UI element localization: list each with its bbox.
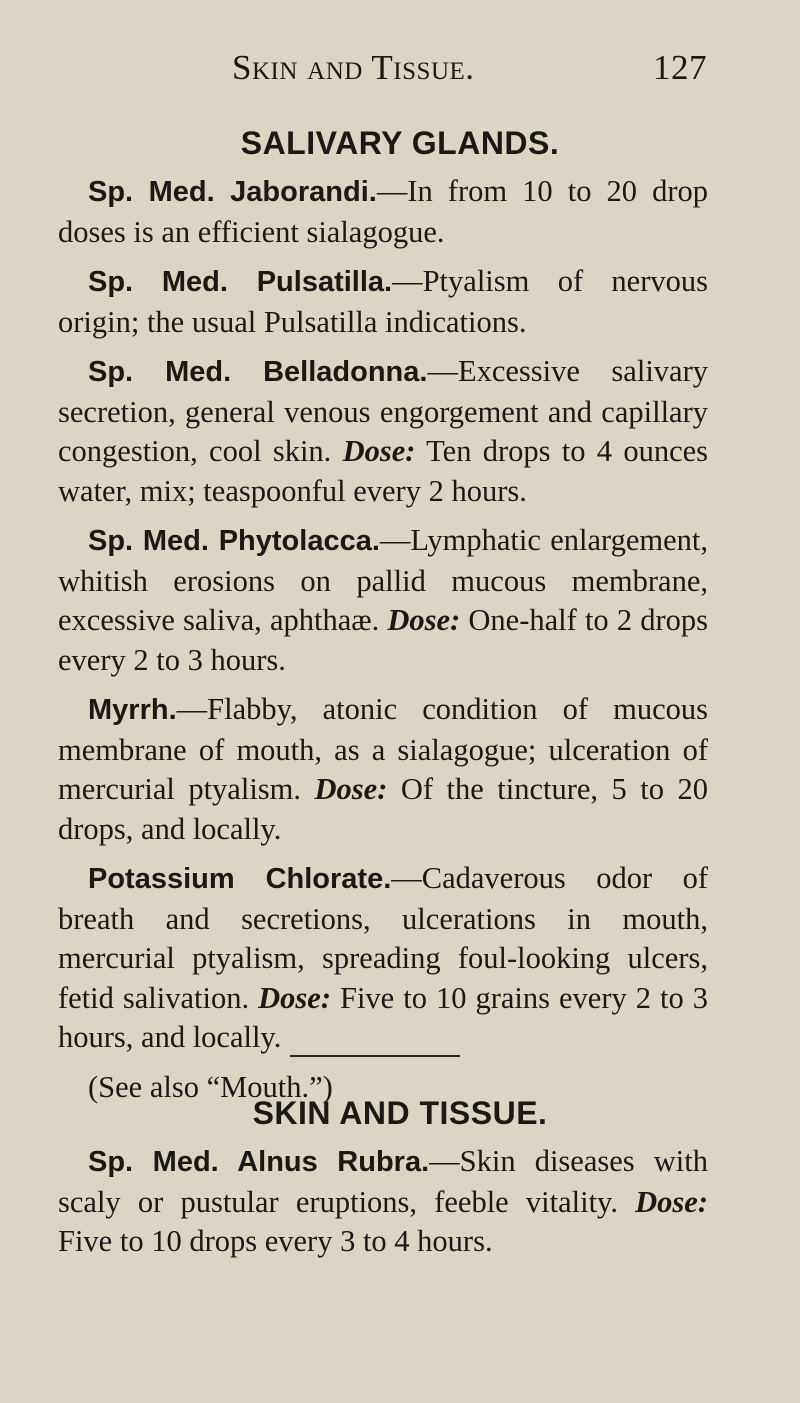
dose-text: Of the tincture, 5 to 20 drops, and locally. bbox=[58, 772, 709, 846]
dose-label: Dose: bbox=[387, 603, 461, 637]
entry-myrrh bbox=[58, 690, 708, 849]
dose-label: Dose: bbox=[342, 434, 416, 468]
dose-text: One-half to 2 drops every 2 to 3 hours. bbox=[58, 603, 709, 677]
dose-label: Dose: bbox=[635, 1184, 708, 1219]
entry-belladonna bbox=[58, 352, 708, 511]
dose-text: Ten drops to 4 ounces water, mix; teaspoonful every 2 hours. bbox=[58, 434, 709, 508]
entry-name: Sp. Med. Phytolacca. bbox=[88, 525, 380, 557]
entry-jaborandi bbox=[58, 172, 708, 252]
entry-text: —Cadaverous odor of breath and secretions, ulcerations in mouth, mercurial ptyalism, spreading foul-looking ulcers, fetid salivation. bbox=[58, 861, 708, 1015]
dose-label: Dose: bbox=[258, 980, 331, 1015]
entry-phytolacca bbox=[58, 521, 708, 680]
dose-label: Dose: bbox=[314, 772, 388, 806]
salivary-glands-section bbox=[58, 172, 708, 1107]
entry-text: —Flabby, atonic condition of mucous membrane of mouth, as a sialagogue; ulceration of mercurial ptyalism. bbox=[58, 692, 708, 806]
running-head bbox=[0, 48, 800, 98]
entry-name: Myrrh. bbox=[88, 694, 177, 726]
entry-name: Sp. Med. Pulsatilla. bbox=[88, 266, 393, 298]
entry-text: —In from 10 to 20 drop doses is an efficient sialagogue. bbox=[58, 174, 708, 249]
see-also-note: (See also “Mouth.”) bbox=[88, 1069, 333, 1104]
section-divider bbox=[290, 1055, 460, 1057]
entry-name: Sp. Med. Alnus Rubra. bbox=[88, 1146, 430, 1178]
entry-name: Potassium Chlorate. bbox=[88, 863, 392, 895]
entry-text: —Ptyalism of nervous origin; the usual Pulsatilla indications. bbox=[58, 264, 708, 339]
section-heading-skin-and-tissue: SKIN AND TISSUE. bbox=[252, 1095, 548, 1131]
dose-text: Five to 10 grains every 2 to 3 hours, and locally. bbox=[58, 980, 709, 1054]
entry-text: —Excessive salivary secretion, general venous engorgement and capillary congestion, cool skin. bbox=[58, 354, 708, 468]
skin-and-tissue-section bbox=[58, 1142, 708, 1272]
entry-name: Sp. Med. Jaborandi. bbox=[88, 176, 377, 208]
entry-text: —Skin diseases with scaly or pustular eruptions, feeble vitality. bbox=[58, 1144, 708, 1219]
page-number: 127 bbox=[653, 48, 707, 87]
entry-alnus-rubra bbox=[58, 1142, 708, 1262]
entry-pulsatilla bbox=[58, 262, 708, 342]
entry-text: —Lymphatic enlargement, whitish erosions on pallid mucous membrane, excessive saliva, aphthaæ. bbox=[58, 523, 708, 637]
dose-text: Five to 10 drops every 3 to 4 hours. bbox=[58, 1224, 493, 1258]
entry-potassium-chlorate bbox=[58, 859, 708, 1058]
running-title: Skin and Tissue. bbox=[232, 48, 475, 87]
entry-name: Sp. Med. Belladonna. bbox=[88, 356, 428, 388]
section-heading-salivary-glands: SALIVARY GLANDS. bbox=[240, 125, 560, 161]
